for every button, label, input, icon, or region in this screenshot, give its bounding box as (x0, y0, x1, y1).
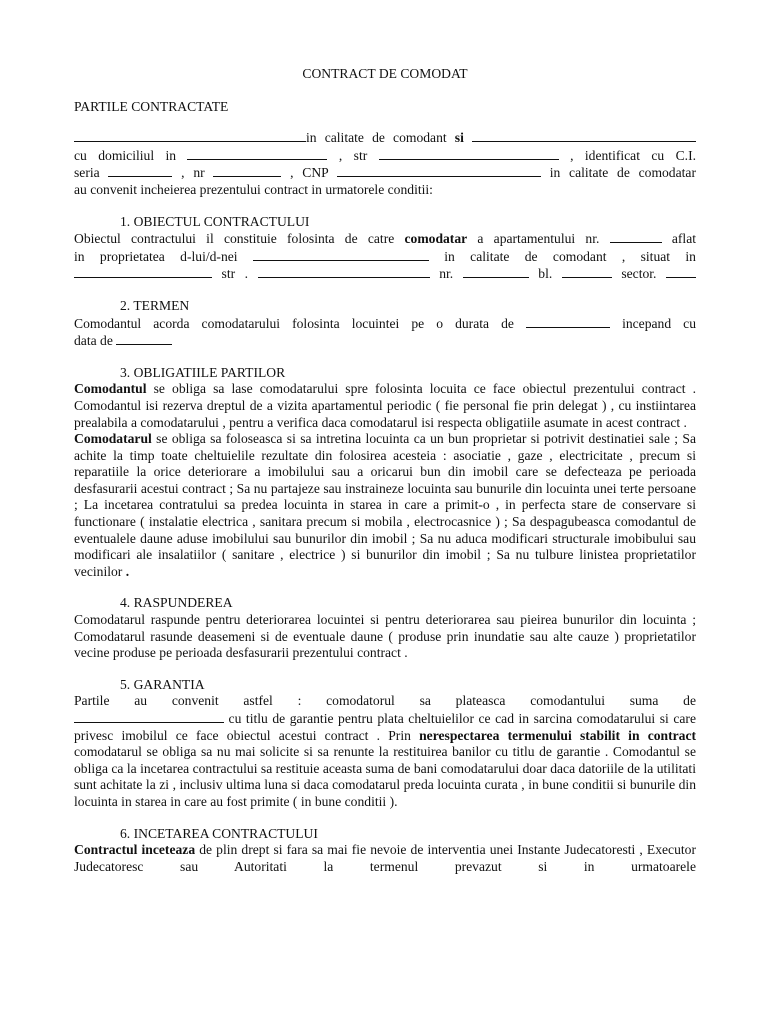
parties-text: , nr (181, 165, 205, 181)
parties-line-4: au convenit incheierea prezentului contract in urmatorele conditii: (74, 181, 433, 197)
obligatii-comodatar (74, 431, 696, 580)
locality-blank[interactable] (74, 265, 212, 278)
raspunderea-paragraph: Comodatarul raspunde pentru deteriorarea locuintei si pentru deteriorarea sau pieirea bunurilor din locuinta ; Comodatarul rasunde deasemeni si de eventuale daune ( produse prin inundatie sau alte cauze ) proprietatilor vecine produse pe perioada desfasurarii prezentului contract . (74, 612, 696, 661)
termen-line-2 (74, 332, 696, 350)
termen-text: incepand cu (622, 315, 697, 331)
comodatar-name-blank[interactable] (472, 129, 696, 142)
garantia-text: cu titlu de garantie pentru plata cheltuielilor ce cad in sarcina comodatarului si care privesc imobilul ce face obiectul acestui contract . Prin (74, 711, 696, 743)
parties-text: in calitate de comodant (306, 130, 447, 146)
section-garantia (74, 677, 696, 811)
obiect-text: in proprietatea d-lui/d-nei (74, 248, 238, 264)
termen-text: data de (74, 333, 113, 349)
parties-line-2 (74, 147, 696, 165)
parties-text: , CNP (290, 165, 329, 181)
section-4-heading: 4. RASPUNDEREA (120, 595, 233, 611)
obiect-text: bl. (538, 266, 553, 282)
obiect-line-3 (74, 265, 696, 283)
obligatii-text: se obliga sa lase comodatarului spre folosinta locuita ce face obiectul prezentului contract . Comodantul isi rezerva dreptul de a vizita apartamentul periodic ( fie personal fie prin delegat ) , cu instiintarea prealabila a comodatarului , pentru a verifica daca comodatarul isi respecta obligatiile asumate in acest contract . (74, 381, 696, 430)
obligatii-text-bold: Comodatarul (74, 431, 152, 447)
obligatii-text-bold: Comodantul (74, 381, 147, 397)
guarantee-amount-blank[interactable] (74, 710, 224, 723)
parties-text: , identificat cu C.I. (570, 147, 697, 163)
obiect-text-bold: comodatar (404, 231, 468, 247)
section-termen (74, 298, 696, 350)
obiect-line-1 (74, 230, 696, 248)
obiect-text: a apartamentului nr. (477, 231, 600, 247)
section-1-heading: 1. OBIECTUL CONTRACTULUI (120, 213, 310, 229)
garantia-line-1 (74, 693, 696, 710)
parties-heading: PARTILE CONTRACTATE (74, 98, 229, 114)
obiect-text: str . (221, 266, 249, 282)
address-street-blank[interactable] (258, 265, 430, 278)
apartment-number-blank[interactable] (610, 230, 662, 243)
parties-text: seria (74, 165, 100, 181)
parties-text: , str (338, 147, 368, 163)
section-incetarea (74, 826, 696, 876)
incetarea-text-bold: Contractul inceteaza (74, 842, 196, 858)
obiect-text: sector. (621, 266, 657, 282)
duration-blank[interactable] (526, 315, 610, 328)
obiect-text: aflat (671, 231, 697, 247)
incetarea-text: de plin drept si fara sa mai fie nevoie de interventia unei Instante Judecatoresti , Executor Judecatoresc sau Autoritati la termenul prevazut si in urmatoarele (74, 842, 696, 874)
section-6-heading: 6. INCETAREA CONTRACTULUI (120, 825, 318, 841)
obligatii-text: se obliga sa foloseasca si sa intretina locuinta ca un bun proprietar si potrivit destinatiei sale ; Sa achite la timp toate cheltuielile rezultate din folosirea acesteia : asociatie , gaze , electricitate , precum si reparatiile la orice deteriorare a imobilului sau a oricarui bun din imobil care se defecteaza pe perioada desfasurarii acestui contract ; Sa nu partajeze sau instraineze locuinta sau bunurile din locuinta unei terte persoane ; La incetarea contratului sa predea locuinta in starea in care a primit-o , in perfecta stare de conservare si functionare ( instalatie electrica , sanitara precum si mobila , electrocasnice ) ; Sa despagubeasca comodantul de eventualele daune aduse imobilului sau bunurilor din imobil ; Sa nu aduca modificari structurale imobibului sau modificari ale insalatiilor ( sanitare , electrice ) si bunurilor din imobil ; Sa nu tulbure linistea proprietatilor vecinilor (74, 431, 696, 579)
section-raspunderea (74, 595, 696, 661)
garantia-text-bold: nerespectarea termenului stabilit in contract (419, 727, 697, 743)
parties-text: cu domiciliul in (74, 147, 177, 163)
cnp-blank[interactable] (337, 164, 541, 177)
termen-line-1 (74, 315, 696, 333)
parties-line-1 (74, 129, 696, 147)
block-blank[interactable] (562, 265, 612, 278)
garantia-text: Partile au convenit astfel : comodatorul sa plateasca comodantului suma de (74, 693, 696, 709)
comodant-name-blank[interactable] (74, 129, 306, 142)
start-date-blank[interactable] (116, 332, 172, 345)
document-title: CONTRACT DE COMODAT (302, 66, 468, 81)
section-obligatii (74, 365, 696, 581)
garantia-paragraph (74, 710, 696, 811)
domiciliu-blank[interactable] (187, 147, 327, 160)
obligatii-text-bold: . (125, 563, 130, 579)
ci-number-blank[interactable] (213, 164, 281, 177)
garantia-text: comodatarul se obliga sa nu mai solicite si sa renunte la restituirea banilor cu titlu de garantie . Comodantul se obliga ca la incetarea contractului sa restituie aceasta suma de bani comodatarului doar daca datoriile de la utilitati sunt achitate la zi , inclusiv ultima luna si daca comodatarul preda locuinta curata , in bune conditii si bunurile din locuinta in starea in care au fost primite ( in bune conditii ). (74, 744, 696, 809)
section-obiect (74, 214, 696, 283)
street-blank[interactable] (379, 147, 559, 160)
owner-name-blank[interactable] (253, 248, 429, 261)
sector-blank[interactable] (666, 265, 696, 278)
obiect-line-2 (74, 248, 696, 266)
parties-text-bold: si (454, 130, 464, 146)
incetarea-paragraph (74, 842, 696, 875)
section-3-heading: 3. OBLIGATIILE PARTILOR (120, 364, 286, 380)
section-5-heading: 5. GARANTIA (120, 676, 205, 692)
ci-series-blank[interactable] (108, 164, 172, 177)
obiect-text: Obiectul contractului il constituie folosinta de catre (74, 231, 395, 247)
obiect-text: nr. (439, 266, 454, 282)
parties-text: in calitate de comodatar (549, 165, 696, 181)
section-2-heading: 2. TERMEN (120, 297, 190, 313)
parties-section (74, 129, 696, 198)
parties-line-3 (74, 164, 696, 182)
obligatii-comodant (74, 381, 696, 431)
obiect-text: in calitate de comodant , situat in (444, 248, 696, 264)
termen-text: Comodantul acorda comodatarului folosinta locuintei pe o durata de (74, 315, 514, 331)
address-number-blank[interactable] (463, 265, 529, 278)
